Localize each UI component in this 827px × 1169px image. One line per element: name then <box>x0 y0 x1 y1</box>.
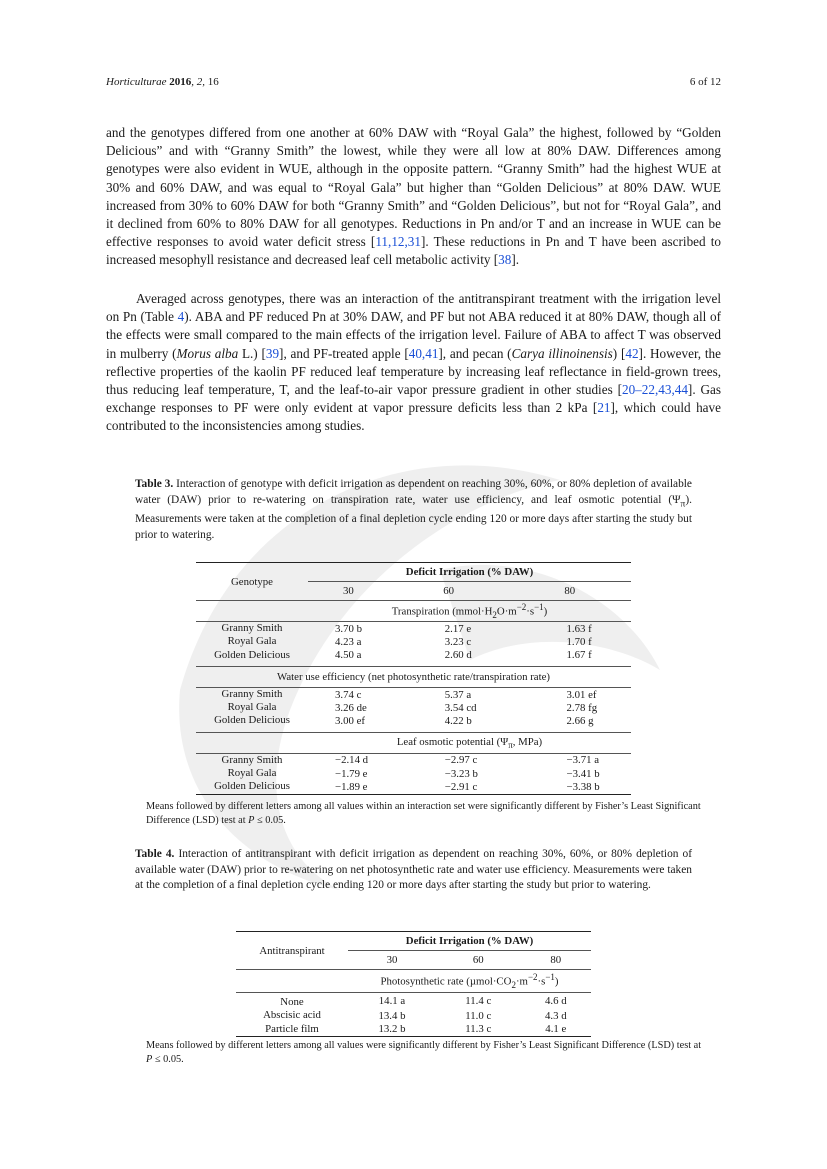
level-header: 80 <box>550 954 562 966</box>
table-link[interactable]: 4 <box>177 309 185 325</box>
table-row <box>196 635 631 648</box>
table-3-footnote: Means followed by different letters among all values within an interaction set were significantly different by Fisher’s Least Significant Difference (LSD) test at P ≤ 0.05. <box>146 801 701 826</box>
paragraph-1: and the genotypes differed from one another at 60% DAW with “Royal Gala” the highest, followed by “Golden Delicious” and with “Granny Smith” the lowest, while they were all low at 80% DAW. Differences among genotypes were also evident in WUE, although in the opposite pattern. “Granny Smith” had the highest WUE at 30% and 60% DAW, and was equal to “Royal Gala” but higher than “Golden Delicious” at 80% DAW. WUE increased from 30% to 60% DAW for both “Granny Smith” and “Golden Delicious”, but not for “Royal Gala”, and it declined from 60% to 80% DAW for all genotypes. Reductions in Pn and/or T and an increase in WUE can be effective responses to avoid water deficit stress [11,12,31]. These reductions in Pn and T have been ascribed to increased mesophyll resistance and decreased leaf cell metabolic activity [38]. <box>106 125 721 268</box>
genotype-name: Granny Smith <box>221 687 283 700</box>
table-row <box>196 701 631 714</box>
level-header: 30 <box>386 954 398 966</box>
citation-link[interactable]: 21 <box>597 400 611 416</box>
table-row <box>236 1023 591 1037</box>
genotype-name: Granny Smith <box>221 753 283 766</box>
cell-value: −3.38 b <box>566 781 600 794</box>
genotype-name: Golden Delicious <box>214 648 290 661</box>
table-row <box>236 1009 591 1022</box>
table-4-caption: Table 4. Interaction of antitranspirant with deficit irrigation as dependent on reaching 30%, 60%, or 80% depletion of available water (DAW) prior to re-watering on net photosynthetic rate and water use efficiency. Measurements were taken at the completion of a final depletion cycle ending 120 or more days after starting the study but prior to watering. <box>135 848 692 892</box>
genotype-name: Golden Delicious <box>214 714 290 727</box>
column-header-antitranspirant: Antitranspirant <box>236 932 348 970</box>
citation-link[interactable]: 40,41 <box>408 345 439 361</box>
page-number: 6 of 12 <box>689 76 721 88</box>
genotype-name: Royal Gala <box>227 635 277 648</box>
level-header: 60 <box>443 585 455 597</box>
cell-value: 2.17 e <box>444 622 472 635</box>
cell-value: −3.71 a <box>566 754 600 767</box>
citation-link[interactable]: 38 <box>498 252 512 268</box>
cell-value: 4.3 d <box>545 1009 567 1022</box>
cell-value: 3.74 c <box>335 688 362 701</box>
table-4 <box>236 931 591 1037</box>
table-4-footnote: Means followed by different letters among all values were significantly different by Fisher’s Least Significant Difference (LSD) test at P ≤ 0.05. <box>146 1040 702 1065</box>
cell-value: −2.97 c <box>444 754 478 767</box>
section-title: Transpiration $(mmol\cdot H_2O\cdot m^{-2}\cdot s^{-1})$ <box>391 602 548 620</box>
cell-value: −2.14 d <box>335 754 369 767</box>
table-row <box>196 780 631 794</box>
cell-value: 3.23 c <box>444 635 472 648</box>
section-title: Photosynthetic rate $(\mu mol\cdot CO_2\cdot m^{-2}\cdot s^{-1})$ <box>380 972 559 990</box>
column-group-header: Deficit Irrigation (% DAW) <box>348 932 591 951</box>
cell-value: 1.63 f <box>566 622 592 635</box>
level-header: 30 <box>342 585 354 597</box>
cell-value: −2.91 c <box>444 781 478 794</box>
cell-value: 3.26 de <box>335 701 367 714</box>
cell-value: 4.6 d <box>545 995 567 1008</box>
cell-value: 4.1 e <box>545 1023 567 1036</box>
citation-link[interactable]: 39 <box>265 345 280 361</box>
cell-value: 11.0 c <box>465 1009 492 1022</box>
cell-value: 4.23 a <box>335 635 362 648</box>
genotype-name: Granny Smith <box>221 622 283 634</box>
cell-value: 13.2 b <box>378 1023 406 1036</box>
cell-value: −1.89 e <box>335 781 368 794</box>
cell-value: 2.60 d <box>444 649 472 662</box>
cell-value: 11.3 c <box>465 1023 492 1036</box>
cell-value: 3.01 ef <box>566 688 597 701</box>
antitranspirant-name: None <box>280 996 304 1008</box>
cell-value: −3.23 b <box>444 767 478 780</box>
cell-value: 13.4 b <box>378 1009 406 1022</box>
cell-value: 1.67 f <box>566 649 592 662</box>
section-title: Water use efficiency (net photosynthetic rate/transpiration rate) <box>277 670 550 683</box>
cell-value: 3.54 cd <box>444 701 477 714</box>
column-header-genotype: Genotype <box>196 563 308 601</box>
journal-citation: Horticulturae 2016, 2, 16 <box>106 76 219 88</box>
citation-link[interactable]: 20–22,43,44 <box>621 382 688 398</box>
section-title: Leaf osmotic potential ($\Psi_\pi$, MPa) <box>396 735 543 750</box>
citation-link[interactable]: 11,12,31 <box>375 234 421 250</box>
cell-value: 1.70 f <box>566 635 592 648</box>
table-3-caption: Table 3. Interaction of genotype with deficit irrigation as dependent on reaching 30%, 60%, or 80% depletion of available water (DAW) prior to re-watering on transpiration rate, water use efficiency, and leaf osmotic potential $(\Psi_\pi)$. Measurements were taken at the completion of a final depletion cycle ending 120 or more days after starting the study but prior to watering. <box>135 478 692 542</box>
antitranspirant-name: Particle film <box>265 1022 319 1035</box>
cell-value: 4.50 a <box>335 649 362 662</box>
genotype-name: Royal Gala <box>227 767 277 780</box>
genotype-name: Royal Gala <box>227 701 277 714</box>
table-row <box>236 993 591 1010</box>
cell-value: −3.41 b <box>566 767 600 780</box>
cell-value: 2.66 g <box>566 715 594 728</box>
cell-value: 5.37 a <box>444 688 472 701</box>
table-row <box>196 753 631 767</box>
cell-value: −1.79 e <box>335 767 368 780</box>
paragraph-2: Averaged across genotypes, there was an interaction of the antitranspirant treatment with the irrigation level on Pn (Table 4). ABA and PF reduced Pn at 30% DAW, and PF but not ABA reduced it at 80% DAW, though all of the effects were small compared to the main effects of the irrigation level. Failure of ABA to affect T was observed in mulberry (Morus alba L.) [39], and PF-treated apple [40,41], and pecan (Carya illinoinensis) [42]. However, the reflective properties of the kaolin PF reduced leaf temperature by increasing leaf reflectance in field-grown trees, thus reducing leaf temperature, T, and the leaf-to-air vapor pressure gradient in other studies [20–22,43,44]. Gas exchange responses to PF were only evident at vapor pressure deficits less than 2 kPa [21], which could have contributed to the inconsistencies among studies. <box>106 291 721 434</box>
cell-value: 2.78 fg <box>566 701 598 714</box>
table-3 <box>196 562 631 795</box>
level-header: 60 <box>472 954 484 966</box>
level-header: 80 <box>564 585 576 597</box>
cell-value: 3.70 b <box>335 622 362 635</box>
cell-value: 3.00 ef <box>335 715 365 728</box>
column-group-header: Deficit Irrigation (% DAW) <box>308 563 631 582</box>
table-row <box>196 767 631 780</box>
citation-link[interactable]: 42 <box>625 345 639 361</box>
cell-value: 4.22 b <box>444 715 472 728</box>
genotype-name: Golden Delicious <box>214 780 290 793</box>
table-row <box>196 649 631 662</box>
table-row <box>196 687 631 701</box>
antitranspirant-name: Abscisic acid <box>263 1009 321 1022</box>
cell-value: 11.4 c <box>465 995 492 1008</box>
table-row <box>196 622 631 636</box>
cell-value: 14.1 a <box>378 995 406 1008</box>
running-header <box>106 76 721 88</box>
table-row <box>196 714 631 727</box>
